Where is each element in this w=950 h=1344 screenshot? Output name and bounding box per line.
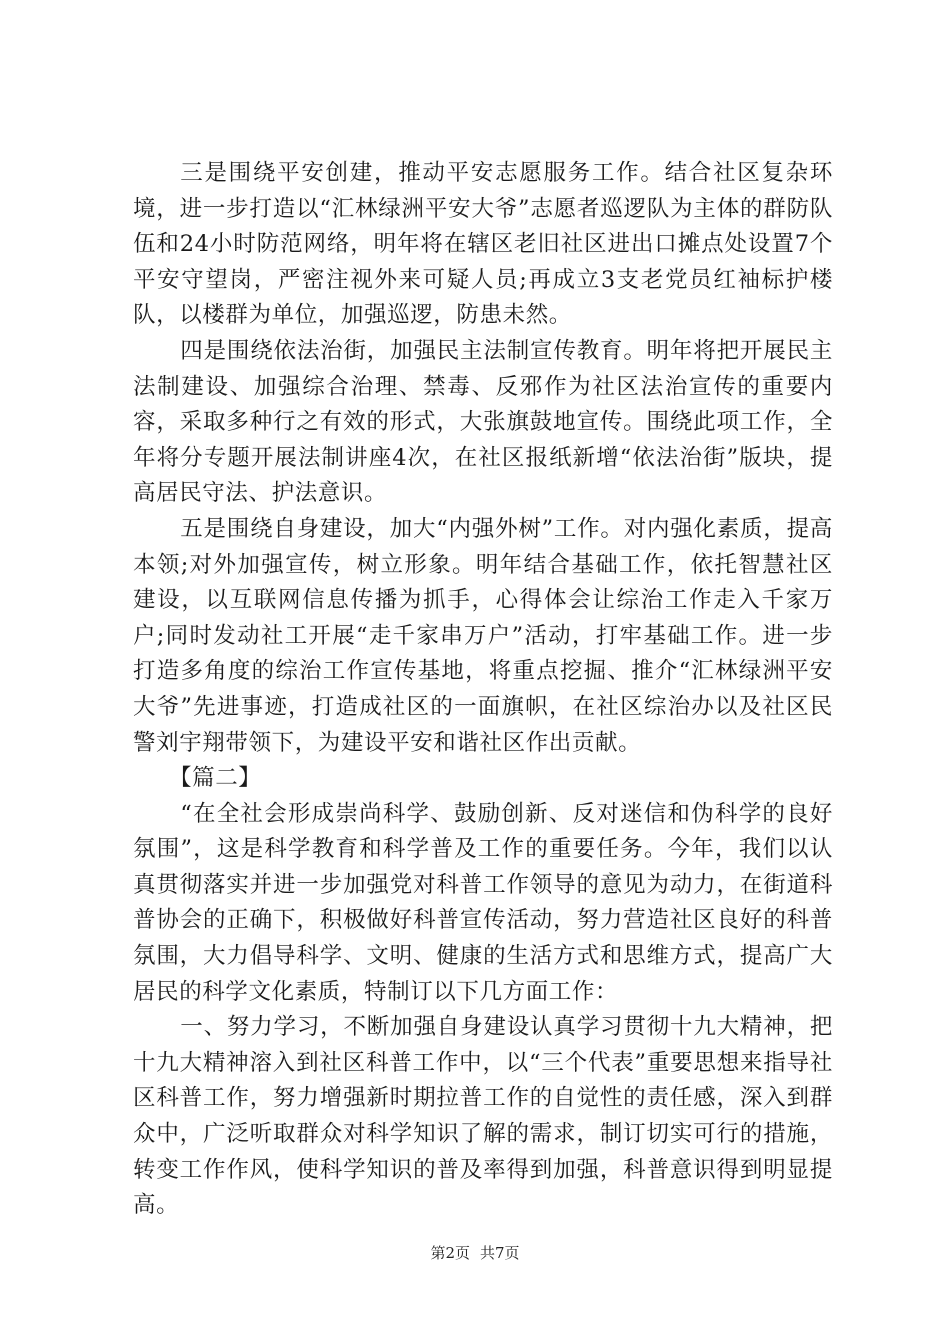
paragraph-science-intro: “在全社会形成崇尚科学、鼓励创新、反对迷信和伪科学的良好氛围”，这是科学教育和科学普及工作的重要任务。今年，我们以认真贯彻落实并进一步加强党对科普工作领导的意见为动力，在街道科普协会的正确下，积极做好科普宣传活动，努力营造社区良好的科普氛围，大力倡导科学、文明、健康的生活方式和思维方式，提高广大居民的科学文化素质，特制订以下几方面工作：	[133, 800, 833, 1005]
paragraph-study: 一、努力学习，不断加强自身建设认真学习贯彻十九大精神，把十九大精神溶入到社区科普工作中，以“三个代表”重要思想来指导社区科普工作，努力增强新时期拉普工作的自觉性的责任感，深入到群众中，广泛听取群众对科学知识了解的需求，制订切实可行的措施，转变工作作风，使科学知识的普及率得到加强，科普意识得到明显提高。	[133, 1014, 833, 1219]
paragraph-safety-volunteer: 三是围绕平安创建，推动平安志愿服务工作。结合社区复杂环境，进一步打造以“汇林绿洲平安大爷”志愿者巡逻队为主体的群防队伍和24小时防范网络，明年将在辖区老旧社区进出口摊点处设置7个平安守望岗，严密注视外来可疑人员;再成立3支老党员红袖标护楼队，以楼群为单位，加强巡逻，防患未然。	[133, 160, 833, 329]
page-number: 第2页	[430, 1244, 470, 1262]
paragraph-rule-of-law: 四是围绕依法治街，加强民主法制宣传教育。明年将把开展民主法制建设、加强综合治理、禁毒、反邪作为社区法治宣传的重要内容，采取多种行之有效的形式，大张旗鼓地宣传。围绕此项工作，全年将分专题开展法制讲座4次，在社区报纸新增“依法治街”版块，提高居民守法、护法意识。	[133, 337, 833, 507]
section-heading: 【篇二】	[169, 765, 262, 792]
paragraph-self-building: 五是围绕自身建设，加大“内强外树”工作。对内强化素质，提高本领;对外加强宣传，树立形象。明年结合基础工作，依托智慧社区建设，以互联网信息传播为抓手，心得体会让综治工作走入千家万户;同时发动社工开展“走千家串万户”活动，打牢基础工作。进一步打造多角度的综治工作宣传基地，将重点挖掘、推介“汇林绿洲平安大爷”先进事迹，打造成社区的一面旗帜，在社区综治办以及社区民警刘宇翔带领下，为建设平安和谐社区作出贡献。	[133, 515, 833, 756]
page-total: 共7页	[480, 1244, 520, 1262]
page-footer	[0, 1243, 950, 1263]
document-body	[133, 156, 833, 1224]
